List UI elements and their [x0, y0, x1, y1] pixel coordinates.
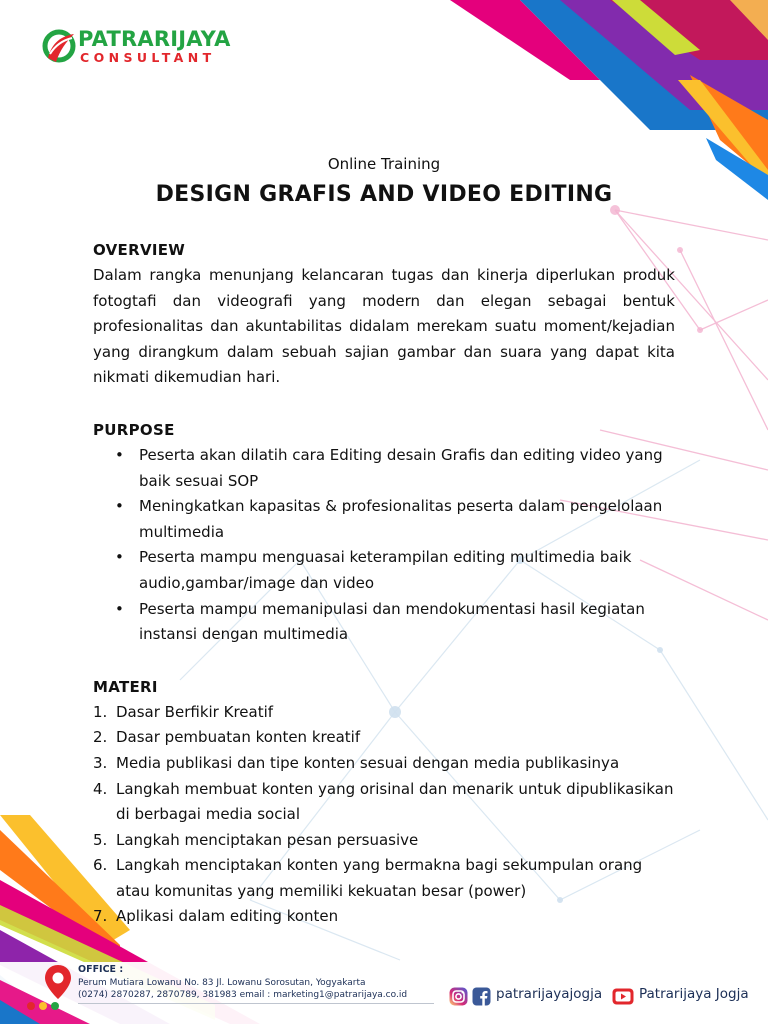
list-number: 4.: [93, 779, 108, 798]
list-item: [93, 725, 675, 751]
document-body: [93, 150, 675, 930]
overview-heading: OVERVIEW: [93, 241, 186, 259]
list-item: [93, 443, 675, 494]
office-address: Perum Mutiara Lowanu No. 83 Jl. Lowanu Sorosutan, Yogyakarta: [78, 978, 366, 988]
list-item-text: Langkah menciptakan konten yang bermakna bagi sekumpulan orang atau komunitas yang memiliki kekuatan besar (power): [116, 856, 643, 900]
bullet-marker: •: [115, 445, 124, 464]
brand-name: PATRARIJAYA: [78, 27, 231, 51]
bullet-marker: •: [115, 497, 124, 516]
footer: [0, 958, 768, 1024]
list-number: 6.: [93, 856, 108, 875]
list-item: [93, 828, 675, 854]
materi-heading: MATERI: [93, 677, 158, 696]
bullet-marker: •: [115, 599, 124, 618]
office-contact: (0274) 2870287, 2870789, 381983 email : marketing1@patrarijaya.co.id: [78, 990, 408, 1000]
list-item: [93, 494, 675, 545]
list-item-text: Meningkatkan kapasitas & profesionalitas peserta dalam pengelolaan multimedia: [139, 497, 663, 541]
social-handle[interactable]: patrarijayajogja: [496, 986, 603, 1002]
document-title: DESIGN GRAFIS AND VIDEO EDITING: [155, 182, 613, 207]
list-item: [93, 545, 675, 596]
list-item-text: Dasar Berfikir Kreatif: [116, 702, 274, 721]
document-subtitle: Online Training: [327, 155, 441, 173]
materi-list: [93, 700, 675, 930]
list-item: [93, 751, 675, 777]
purpose-heading: PURPOSE: [93, 420, 175, 439]
list-item-text: Peserta mampu menguasai keterampilan editing multimedia baik audio,gambar/image dan video: [139, 548, 632, 592]
social-links[interactable]: [449, 985, 609, 1009]
list-item: [93, 904, 675, 930]
youtube-icon[interactable]: [612, 988, 634, 1005]
decorative-dots-icon: [26, 1001, 66, 1011]
list-item-text: Langkah menciptakan pesan persuasive: [116, 830, 419, 849]
list-item-text: Media publikasi dan tipe konten sesuai dengan media publikasinya: [116, 753, 620, 772]
office-label: OFFICE :: [78, 964, 124, 975]
list-item: [93, 597, 675, 648]
list-item: [93, 777, 675, 828]
list-item-text: Peserta mampu memanipulasi dan mendokumentasi hasil kegiatan instansi dengan multimedia: [139, 599, 645, 644]
youtube-handle[interactable]: Patrarijaya Jogja: [639, 986, 749, 1002]
brand-tagline: CONSULTANT: [80, 50, 216, 65]
list-item: [93, 700, 675, 726]
list-item-text: Dasar pembuatan konten kreatif: [116, 728, 361, 747]
overview-paragraph: Dalam rangka menunjang kelancaran tugas dan kinerja diperlukan produk fotogtafi dan videografi yang modern dan elegan sebagai bentuk profesionalitas dan akuntabilitas didalam merekam suatu moment/kejadian yang dirangkum dalam sebuah sajian gambar dan suara yang dapat kita nikmati dikemudian hari.: [93, 266, 675, 387]
list-number: 2.: [93, 728, 108, 747]
list-number: 1.: [93, 702, 108, 721]
location-pin-icon: [44, 964, 72, 1000]
brand-logo-mark-icon: [42, 28, 76, 64]
purpose-list: [93, 443, 675, 648]
list-item: [93, 853, 675, 904]
youtube-link[interactable]: [612, 985, 762, 1009]
facebook-icon[interactable]: [472, 987, 491, 1006]
bullet-marker: •: [115, 548, 124, 567]
list-number: 3.: [93, 753, 108, 772]
brand-logo: [42, 26, 252, 66]
list-item-text: Peserta akan dilatih cara Editing desain Grafis dan editing video yang baik sesuai SOP: [139, 445, 663, 490]
list-item-text: Langkah membuat konten yang orisinal dan menarik untuk dipublikasikan di berbagai media social: [116, 779, 674, 824]
list-item-text: Aplikasi dalam editing konten: [116, 907, 339, 926]
instagram-icon[interactable]: [449, 987, 468, 1006]
footer-divider: [78, 1003, 434, 1004]
list-number: 5.: [93, 830, 108, 849]
list-number: 7.: [93, 907, 108, 926]
